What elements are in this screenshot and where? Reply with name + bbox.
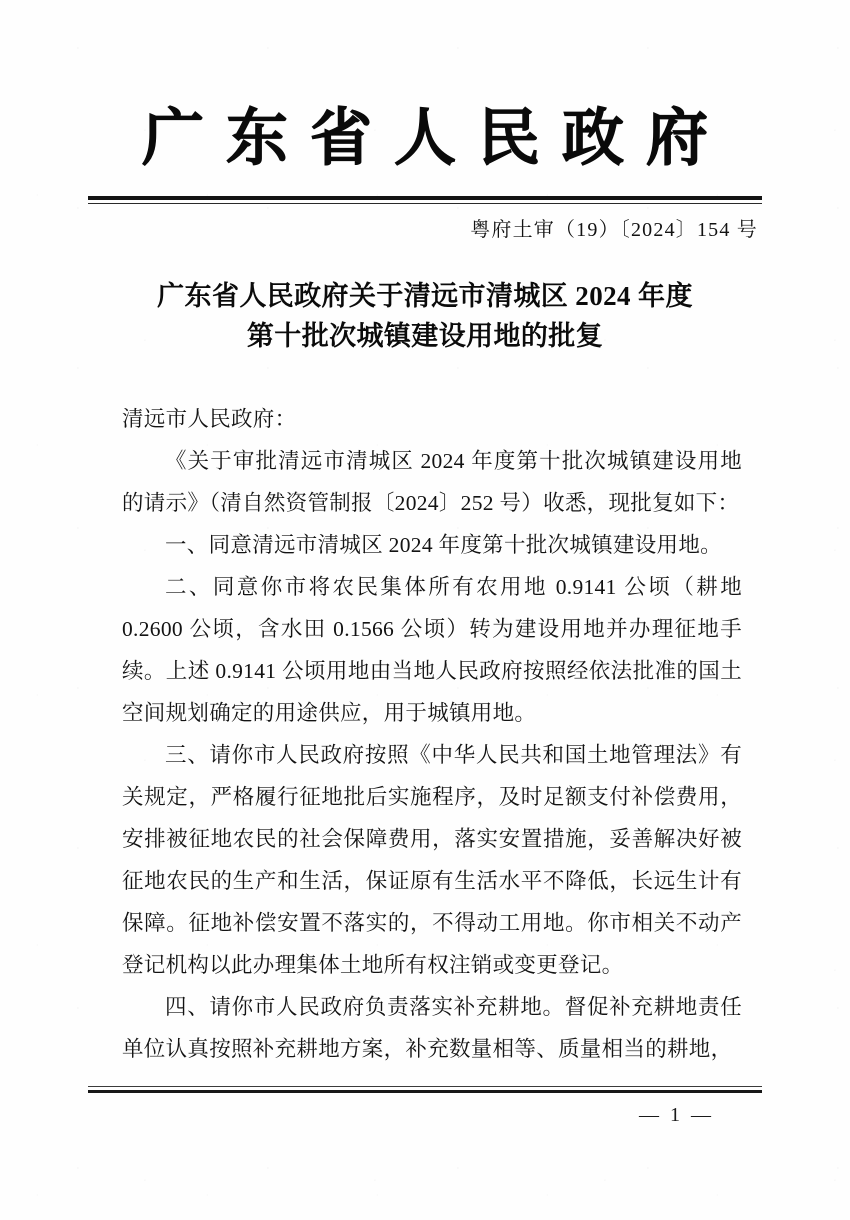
document-number: 粤府土审（19）〔2024〕154 号 [470,219,758,241]
salutation: 清远市人民政府： [122,407,297,431]
footer-rule-thin [88,1086,762,1087]
footer-rule-thick [88,1090,762,1093]
clause-item-4: 四、请你市人民政府负责落实补充耕地。督促补充耕地责任单位认真按照补充耕地方案，补充数量相等、质量相当的耕地， [122,995,742,1061]
page-title [100,276,750,356]
page-number: — 1 — [639,1104,714,1126]
header-rule [88,196,762,204]
header-rule-thin [88,203,762,204]
page-title-line-2: 第十批次城镇建设用地的批复 [246,321,604,351]
clause-item-1: 一、同意清远市清城区 2024 年度第十批次城镇建设用地。 [165,533,722,557]
document-body [122,398,742,1070]
footer-rule [88,1086,762,1093]
clause-item-2: 二、同意你市将农民集体所有农用地 0.9141 公顷（耕地 0.2600 公顷，含水田 0.1566 公顷）转为建设用地并办理征地手续。上述 0.9141 公顷用地由当地人民政府按照经依法批准的国土空间规划确定的用途供应，用于城镇用地。 [122,575,742,725]
issuing-organization: 广东省人民政府 [141,105,730,173]
preamble-paragraph: 《关于审批清远市清城区 2024 年度第十批次城镇建设用地的请示》（清自然资管制报〔2024〕252 号）收悉，现批复如下： [122,449,742,515]
clause-item-3: 三、请你市人民政府按照《中华人民共和国土地管理法》有关规定，严格履行征地批后实施程序，及时足额支付补偿费用，安排被征地农民的社会保障费用，落实安置措施，妥善解决好被征地农民的生产和生活，保证原有生活水平不降低，长远生计有保障。征地补偿安置不落实的，不得动工用地。你市相关不动产登记机构以此办理集体土地所有权注销或变更登记。 [122,743,742,977]
header-rule-thick [88,196,762,200]
masthead [88,105,762,173]
page-title-line-1: 广东省人民政府关于清远市清城区 2024 年度 [157,281,693,311]
